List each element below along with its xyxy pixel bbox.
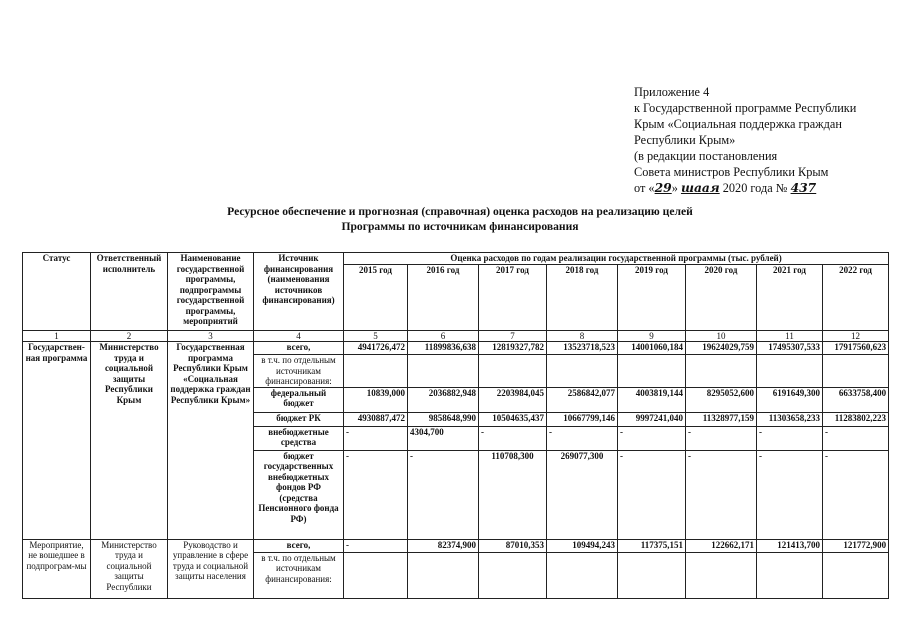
value-cell [408, 552, 479, 598]
value-cell: - [479, 426, 547, 450]
column-number: 11 [757, 330, 823, 342]
source-cell: федеральный бюджет [254, 387, 344, 412]
header-estimate: Оценка расходов по годам реализации государственной программы (тыс. рублей) [344, 253, 889, 265]
value-cell: 10504635,437 [479, 412, 547, 426]
value-cell: 121772,900 [823, 539, 889, 552]
value-cell: - [618, 450, 686, 539]
responsible-cell: Министерство труда и социальной защиты Республики [91, 539, 168, 598]
title-line-1: Ресурсное обеспечение и прогнозная (справочная) оценка расходов на реализацию целей [227, 205, 693, 218]
value-cell: 11303658,233 [757, 412, 823, 426]
value-cell [344, 552, 408, 598]
column-number: 5 [344, 330, 408, 342]
status-cell: Государствен-ная программа [23, 342, 91, 540]
value-cell: 109494,243 [547, 539, 618, 552]
value-cell: 12819327,782 [479, 342, 547, 355]
value-cell: - [686, 426, 757, 450]
appendix-line: Республики Крым» [634, 133, 736, 147]
value-cell [823, 552, 889, 598]
source-cell: бюджет государственных внебюджетных фондов РФ (средства Пенсионного фонда РФ) [254, 450, 344, 539]
value-cell: - [344, 450, 408, 539]
value-cell: 14001060,184 [618, 342, 686, 355]
header-year: 2019 год [618, 264, 686, 330]
value-cell: 9858648,990 [408, 412, 479, 426]
source-cell: всего, [254, 539, 344, 552]
value-cell: - [344, 426, 408, 450]
appendix-line: Совета министров Республики Крым [634, 165, 829, 179]
value-cell: 10839,000 [344, 387, 408, 412]
date-prefix: от « [634, 181, 655, 195]
header-year: 2021 год [757, 264, 823, 330]
column-number: 12 [823, 330, 889, 342]
value-cell [547, 552, 618, 598]
column-number: 3 [168, 330, 254, 342]
header-year: 2015 год [344, 264, 408, 330]
date-year: 2020 года № [719, 181, 791, 195]
source-cell: в т.ч. по отдельным источникам финансирования: [254, 355, 344, 388]
column-number: 9 [618, 330, 686, 342]
value-cell [823, 355, 889, 388]
column-number: 6 [408, 330, 479, 342]
value-cell: 82374,900 [408, 539, 479, 552]
table-row [23, 539, 889, 552]
date-month: шаая [680, 180, 720, 195]
value-cell: 87010,353 [479, 539, 547, 552]
value-cell: 122662,171 [686, 539, 757, 552]
value-cell: 17917560,623 [823, 342, 889, 355]
header-year: 2022 год [823, 264, 889, 330]
column-number: 10 [686, 330, 757, 342]
value-cell [757, 355, 823, 388]
table-row [23, 342, 889, 355]
value-cell: - [618, 426, 686, 450]
value-cell [618, 552, 686, 598]
value-cell: 6191649,300 [757, 387, 823, 412]
value-cell: 117375,151 [618, 539, 686, 552]
value-cell: 110708,300 [479, 450, 547, 539]
value-cell: - [344, 539, 408, 552]
value-cell: 11283802,223 [823, 412, 889, 426]
value-cell: 4003819,144 [618, 387, 686, 412]
value-cell: - [547, 426, 618, 450]
value-cell: - [408, 450, 479, 539]
value-cell: - [757, 450, 823, 539]
value-cell [547, 355, 618, 388]
date-mid: » [671, 181, 681, 195]
date-day: 29 [654, 180, 672, 195]
appendix-line: Крым «Социальная поддержка граждан [634, 117, 842, 131]
column-number: 8 [547, 330, 618, 342]
header-year: 2020 год [686, 264, 757, 330]
program-name-cell: Государственная программа Республики Крым «Социальная поддержка граждан Республики Крым» [168, 342, 254, 540]
value-cell: - [686, 450, 757, 539]
appendix-block [634, 84, 896, 196]
value-cell: 13523718,523 [547, 342, 618, 355]
value-cell [479, 552, 547, 598]
column-number: 2 [91, 330, 168, 342]
column-number: 1 [23, 330, 91, 342]
value-cell: 17495307,533 [757, 342, 823, 355]
header-source: Источник финансирования (наименования источников финансирования) [254, 253, 344, 331]
source-cell: бюджет РК [254, 412, 344, 426]
value-cell [408, 355, 479, 388]
decree-date-line [634, 180, 896, 196]
value-cell: 9997241,040 [618, 412, 686, 426]
value-cell: 11328977,159 [686, 412, 757, 426]
header-year: 2018 год [547, 264, 618, 330]
value-cell: 8295052,600 [686, 387, 757, 412]
header-year: 2017 год [479, 264, 547, 330]
value-cell: - [757, 426, 823, 450]
value-cell: 121413,700 [757, 539, 823, 552]
responsible-cell: Министерство труда и социальной защиты Республики Крым [91, 342, 168, 540]
value-cell: - [823, 450, 889, 539]
decree-number: 437 [790, 180, 817, 195]
header-status: Статус [23, 253, 91, 331]
value-cell [344, 355, 408, 388]
value-cell: 6633758,400 [823, 387, 889, 412]
value-cell: 19624029,759 [686, 342, 757, 355]
value-cell: 4304,700 [408, 426, 479, 450]
appendix-line: (в редакции постановления [634, 149, 778, 163]
value-cell: 269077,300 [547, 450, 618, 539]
title-line-2: Программы по источникам финансирования [341, 220, 579, 233]
value-cell: - [823, 426, 889, 450]
header-responsible: Ответственный исполнитель [91, 253, 168, 331]
appendix-line: к Государственной программе Республики [634, 101, 857, 115]
value-cell: 4941726,472 [344, 342, 408, 355]
document-title [140, 204, 780, 234]
source-cell: внебюджетные средства [254, 426, 344, 450]
program-name-cell: Руководство и управление в сфере труда и социальной защиты населения [168, 539, 254, 598]
column-number: 7 [479, 330, 547, 342]
value-cell [479, 355, 547, 388]
source-cell: всего, [254, 342, 344, 355]
value-cell: 10667799,146 [547, 412, 618, 426]
source-cell: в т.ч. по отдельным источникам финансирования: [254, 552, 344, 598]
column-number: 4 [254, 330, 344, 342]
value-cell: 4930887,472 [344, 412, 408, 426]
appendix-line: Приложение 4 [634, 85, 710, 99]
value-cell: 2203984,045 [479, 387, 547, 412]
budget-table [22, 252, 889, 599]
header-name: Наименование государственной программы, подпрограммы государственной программы, мероприятий [168, 253, 254, 331]
value-cell: 2586842,077 [547, 387, 618, 412]
header-year: 2016 год [408, 264, 479, 330]
value-cell [757, 552, 823, 598]
value-cell [686, 552, 757, 598]
status-cell: Мероприятие, не вошедшее в подпрограм-мы [23, 539, 91, 598]
value-cell [618, 355, 686, 388]
value-cell: 2036882,948 [408, 387, 479, 412]
value-cell [686, 355, 757, 388]
value-cell: 11899836,638 [408, 342, 479, 355]
